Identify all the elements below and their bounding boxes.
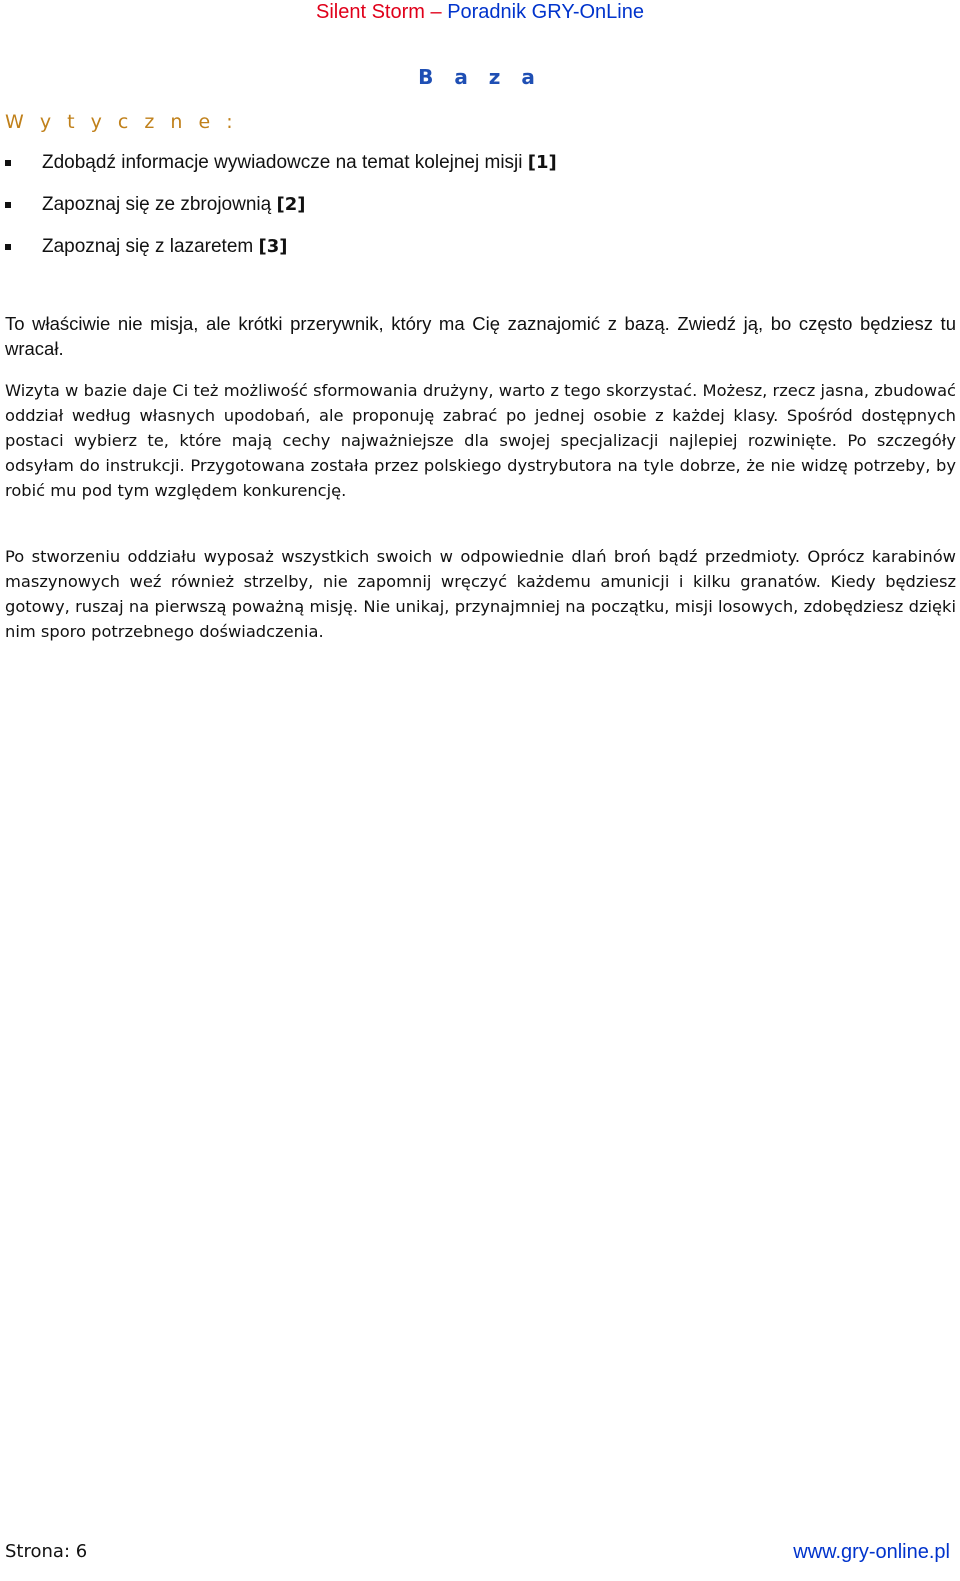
square-bullet-icon — [5, 160, 11, 166]
square-bullet-icon — [5, 202, 11, 208]
header-dash: – — [430, 1, 442, 23]
footer-link[interactable]: www.gry-online.pl — [793, 1541, 950, 1563]
guidelines-label: W y t y c z n e : — [5, 111, 238, 133]
paragraph-team: Wizyta w bazie daje Ci też możliwość sformowania drużyny, warto z tego skorzystać. Możesz, rzecz jasna, zbudować oddział według własnych upodobań, ale proponuję zabrać po jednej osobie z każdej klasy. Spośród dostępnych postaci wybierz te, które mają cechy najważniejsze dla swojej specjalizacji najlepiej rozwinięte. Po szczegóły odsyłam do instrukcji. Przygotowana została przez polskiego dystrybutora na tyle dobrze, że nie widzę potrzeby, by robić mu pod tym względem konkurencję. — [5, 381, 956, 500]
section-title: B a z a — [418, 65, 542, 89]
task-text: Zdobądź informacje wywiadowcze na temat kolejnej misji [1] — [42, 152, 557, 173]
page-header — [0, 0, 960, 24]
square-bullet-icon — [5, 244, 11, 250]
header-publisher: Poradnik GRY-OnLine — [447, 1, 644, 23]
paragraph-intro: To właściwie nie misja, ale krótki przerywnik, który ma Cię zaznajomić z bazą. Zwiedź ją, bo często będziesz tu wracał. — [5, 313, 956, 359]
page-number: Strona: 6 — [5, 1541, 88, 1562]
task-ref: [2] — [276, 194, 306, 215]
task-ref: [1] — [527, 152, 557, 173]
task-text: Zapoznaj się z lazaretem [3] — [42, 236, 288, 257]
paragraph-equipment: Po stworzeniu oddziału wyposaż wszystkich swoich w odpowiednie dlań broń bądź przedmioty. Oprócz karabinów maszynowych weź również strzelby, nie zapomnij wręczyć każdemu amunicji i kilku granatów. Kiedy będziesz gotowy, ruszaj na pierwszą poważną misję. Nie unikaj, przynajmniej na początku, misji losowych, zdobędziesz dzięki nim sporo potrzebnego doświadczenia. — [5, 547, 956, 641]
task-text: Zapoznaj się ze zbrojownią [2] — [42, 194, 306, 215]
task-ref: [3] — [258, 236, 288, 257]
header-game-title: Silent Storm — [316, 1, 425, 23]
